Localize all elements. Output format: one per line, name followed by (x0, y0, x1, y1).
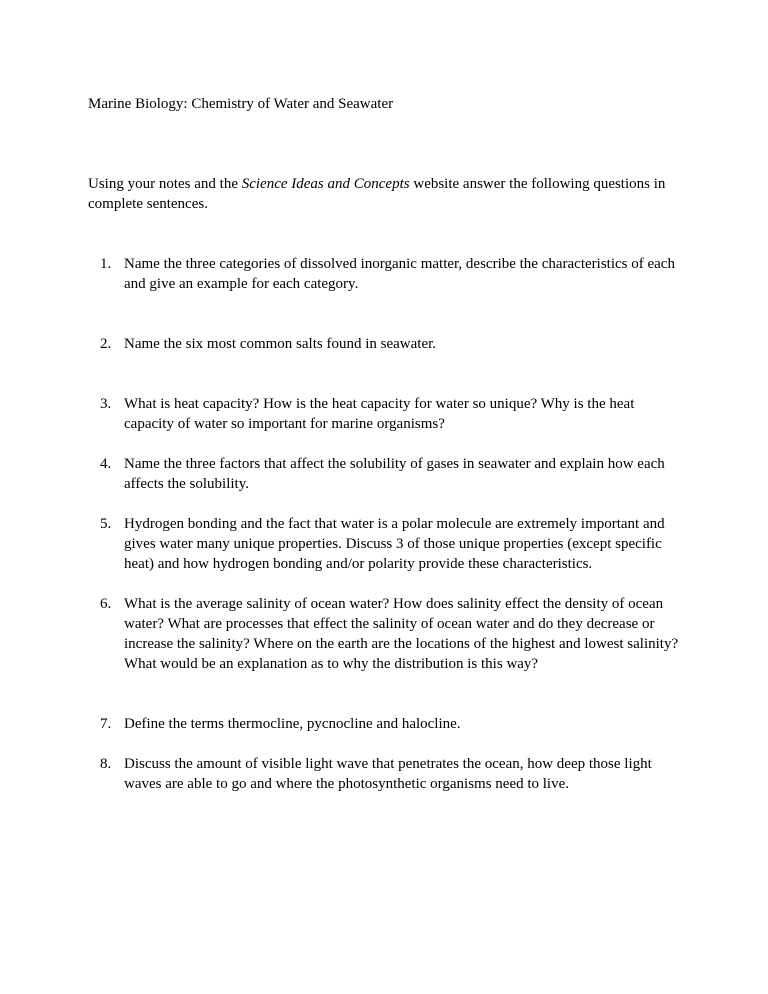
question-number: 3. (100, 396, 112, 412)
website-name: Science Ideas and Concepts (241, 176, 410, 192)
question-number: 6. (100, 596, 112, 612)
question-4 (100, 454, 684, 494)
question-text: Hydrogen bonding and the fact that water is a polar molecule are extremely important and gives water many unique properties. Discuss 3 of those unique properties (except specific heat) and how hydrogen bonding and/or polarity provide these characteristics. (124, 516, 665, 572)
question-number: 1. (100, 256, 112, 272)
instructions-text-start: Using your notes and the (88, 176, 242, 192)
question-6 (100, 594, 684, 674)
question-text: Discuss the amount of visible light wave that penetrates the ocean, how deep those light waves are able to go and where the photosynthetic organisms need to live. (124, 756, 652, 792)
question-number: 8. (100, 756, 112, 772)
question-8 (100, 754, 684, 794)
question-number: 7. (100, 716, 112, 732)
question-text: Name the three categories of dissolved inorganic matter, describe the characteristics of each and give an example for each category. (124, 256, 675, 292)
question-text: Name the six most common salts found in seawater. (124, 336, 437, 352)
question-1 (100, 254, 684, 294)
question-number: 5. (100, 516, 112, 532)
question-7 (100, 714, 684, 734)
question-3 (100, 394, 684, 434)
question-text: Define the terms thermocline, pycnocline and halocline. (124, 716, 461, 732)
question-text: What is heat capacity? How is the heat capacity for water so unique? Why is the heat capacity of water so important for marine organisms? (124, 396, 635, 432)
instructions-text-end: website answer the following questions in complete sentences. (88, 176, 666, 212)
question-text: What is the average salinity of ocean water? How does salinity effect the density of ocean water? What are processes that effect the salinity of ocean water and do they decrease or increase the salinity? Where on the earth are the locations of the highest and lowest salinity? What would be an explanation as to why the distribution is this way? (124, 596, 679, 672)
question-number: 2. (100, 336, 112, 352)
question-text: Name the three factors that affect the solubility of gases in seawater and explain how each affects the solubility. (124, 456, 665, 492)
question-2 (100, 334, 684, 354)
question-5 (100, 514, 684, 574)
question-number: 4. (100, 456, 112, 472)
instructions-paragraph (88, 174, 688, 214)
document-title: Marine Biology: Chemistry of Water and Seawater (88, 96, 394, 112)
